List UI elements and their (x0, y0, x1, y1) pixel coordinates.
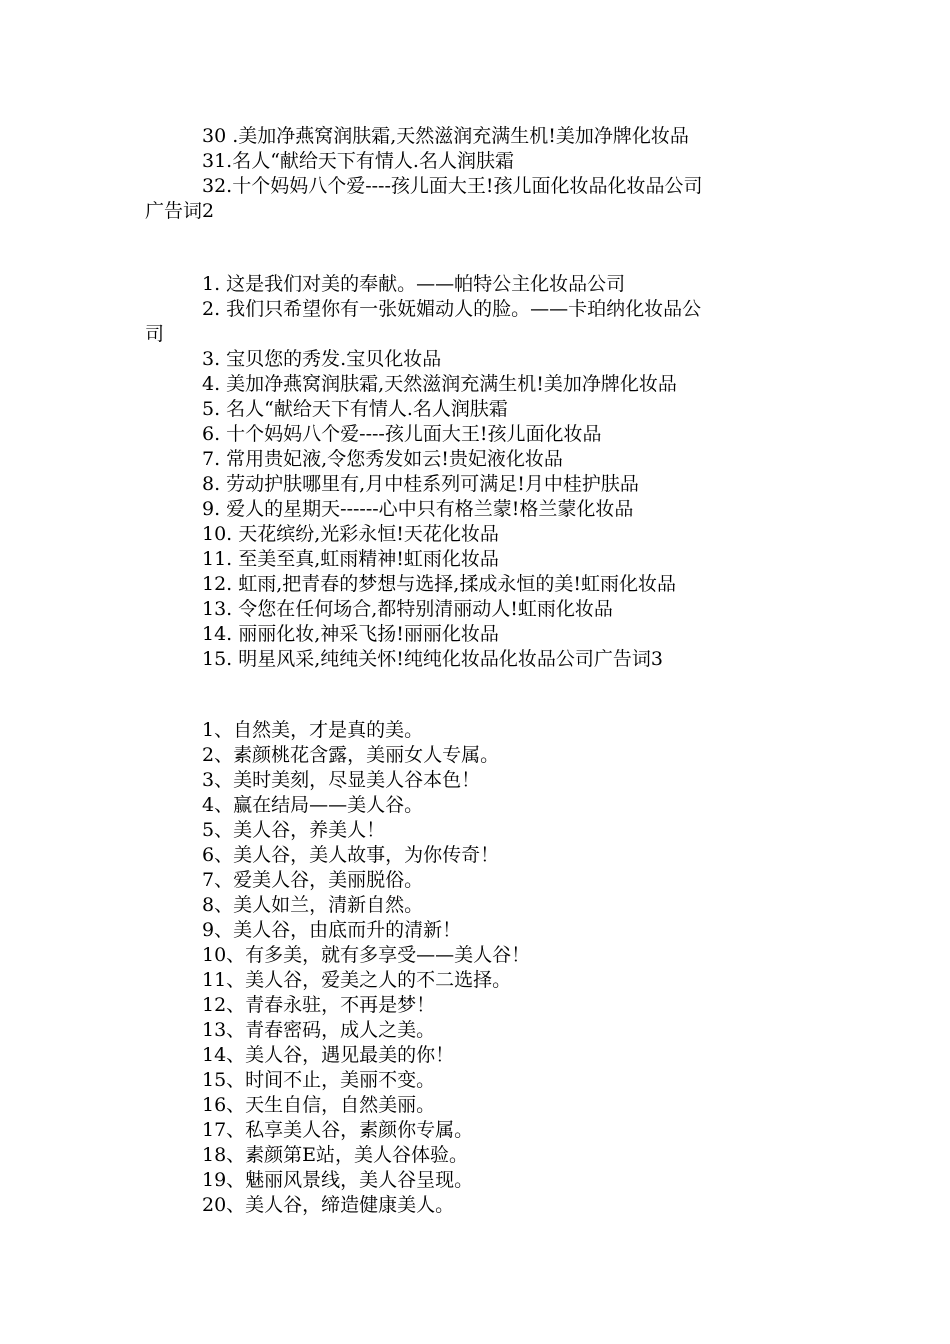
list-item: 3、美时美刻，尽显美人谷本色！ (202, 769, 481, 791)
list-item: 11. 至美至真,虹雨精神!虹雨化妆品 (202, 548, 499, 570)
list-item: 8、美人如兰，清新自然。 (202, 894, 424, 916)
list-item: 16、天生自信，自然美丽。 (202, 1094, 436, 1116)
list-item: 7、爱美人谷，美丽脱俗。 (202, 869, 424, 891)
list-item: 1、自然美，才是真的美。 (202, 719, 424, 741)
list-item: 4、赢在结局——美人谷。 (202, 794, 424, 816)
list-item: 6. 十个妈妈八个爱----孩儿面大王!孩儿面化妆品 (202, 423, 602, 445)
text-line: 31.名人“献给天下有情人.名人润肤霜 (202, 150, 514, 172)
list-item: 2、素颜桃花含露，美丽女人专属。 (202, 744, 500, 766)
list-item: 13. 令您在任何场合,都特别清丽动人!虹雨化妆品 (202, 598, 613, 620)
text-line: 32.十个妈妈八个爱----孩儿面大王!孩儿面化妆品化妆品公司 (202, 175, 703, 197)
list-item: 14、美人谷，遇见最美的你！ (202, 1044, 455, 1066)
list-item: 19、魅丽风景线，美人谷呈现。 (202, 1169, 474, 1191)
section-heading: 广告词2 (145, 200, 215, 222)
list-item-continuation: 司 (145, 323, 165, 345)
list-item: 12、青春永驻，不再是梦！ (202, 994, 436, 1016)
list-item: 1. 这是我们对美的奉献。——帕特公主化妆品公司 (202, 273, 626, 295)
list-item: 15、时间不止，美丽不变。 (202, 1069, 436, 1091)
list-item: 11、美人谷，爱美之人的不二选择。 (202, 969, 512, 991)
list-item: 2. 我们只希望你有一张妩媚动人的脸。——卡珀纳化妆品公 (202, 298, 702, 320)
section-1 (145, 124, 810, 224)
list-item: 18、素颜第E站，美人谷体验。 (202, 1144, 469, 1166)
list-item: 9、美人谷，由底而升的清新！ (202, 919, 462, 941)
text-line: 30 .美加净燕窝润肤霜,天然滋润充满生机!美加净牌化妆品 (202, 125, 689, 147)
list-item: 3. 宝贝您的秀发.宝贝化妆品 (202, 348, 442, 370)
list-item: 17、私享美人谷，素颜你专属。 (202, 1119, 474, 1141)
list-item: 10、有多美，就有多享受——美人谷！ (202, 944, 531, 966)
list-item: 7. 常用贵妃液,令您秀发如云!贵妃液化妆品 (202, 448, 563, 470)
list-item: 8. 劳动护肤哪里有,月中桂系列可满足!月中桂护肤品 (202, 473, 639, 495)
list-item: 13、青春密码，成人之美。 (202, 1019, 436, 1041)
section-3 (145, 718, 810, 1218)
list-item: 15. 明星风采,纯纯关怀!纯纯化妆品化妆品公司广告词3 (202, 648, 664, 670)
list-item: 12. 虹雨,把青春的梦想与选择,揉成永恒的美!虹雨化妆品 (202, 573, 676, 595)
list-item: 5. 名人“献给天下有情人.名人润肤霜 (202, 398, 508, 420)
list-item: 14. 丽丽化妆,神采飞扬!丽丽化妆品 (202, 623, 499, 645)
section-2 (145, 272, 810, 672)
list-item: 4. 美加净燕窝润肤霜,天然滋润充满生机!美加净牌化妆品 (202, 373, 677, 395)
list-item: 20、美人谷，缔造健康美人。 (202, 1194, 455, 1216)
list-item: 9. 爱人的星期天------心中只有格兰蒙!格兰蒙化妆品 (202, 498, 634, 520)
list-item: 10. 天花缤纷,光彩永恒!天花化妆品 (202, 523, 499, 545)
list-item: 5、美人谷，养美人！ (202, 819, 386, 841)
list-item: 6、美人谷，美人故事，为你传奇！ (202, 844, 500, 866)
